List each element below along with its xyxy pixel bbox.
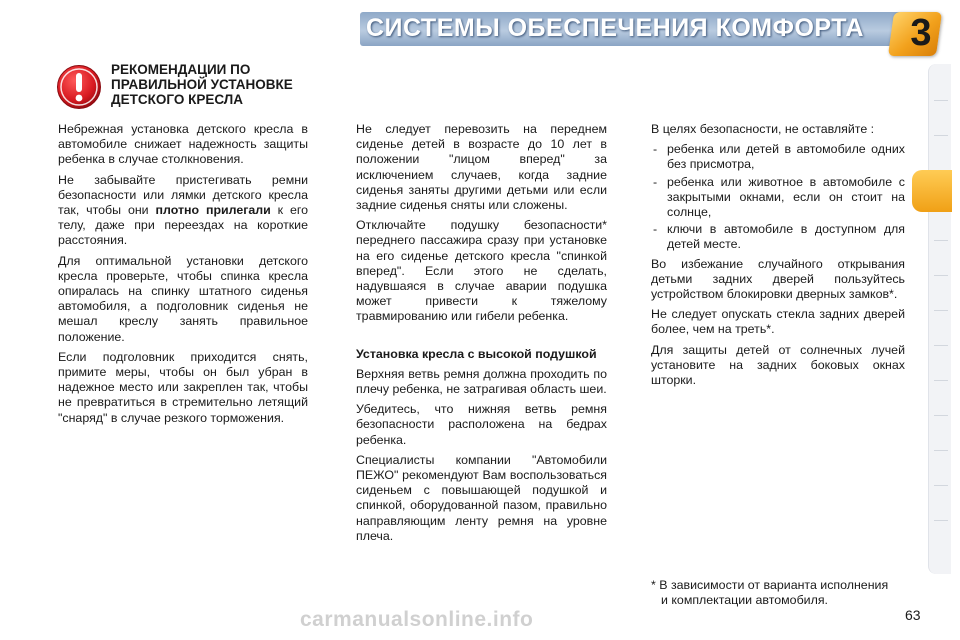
footnote-line: и комплектации автомобиля.: [661, 593, 828, 608]
text-column-3: [651, 122, 905, 393]
paragraph: Небрежная установка детского кресла в автомобиле снижает надежность защиты ребенка в случае столкновения.: [58, 122, 308, 167]
chapter-nav-strip: [928, 64, 951, 574]
emphasis-text: плотно прилегали: [155, 203, 271, 218]
page-header: [0, 0, 960, 54]
chapter-nav-tick: [934, 485, 948, 486]
chapter-nav-tick: [934, 345, 948, 346]
list-item: - ребенка или животное в автомобиле с закрытыми окнами, если он стоит на солнце,: [651, 175, 905, 221]
chapter-nav-tick: [934, 135, 948, 136]
paragraph: Для защиты детей от солнечных лучей установите на задних боковых окнах шторки.: [651, 342, 905, 388]
paragraph: Убедитесь, что нижняя ветвь ремня безопасности расположена на бедрах ребенка.: [356, 402, 607, 447]
chapter-nav-tick: [934, 520, 948, 521]
paragraph: Не следует перевозить на переднем сиденье детей в возрасте до 10 лет в положении "лицом вперед" за исключением случаев, когда задние сиденья заняты другими детьми или если задние сиденья сняты или сложены.: [356, 122, 607, 213]
section-heading-line: ДЕТСКОГО КРЕСЛА: [111, 92, 243, 107]
chapter-nav-tick: [934, 240, 948, 241]
exclamation-warning-icon: [56, 64, 102, 110]
section-heading-line: РЕКОМЕНДАЦИИ ПО: [111, 62, 251, 77]
chapter-nav-tick: [934, 100, 948, 101]
text-column-2: [356, 122, 607, 549]
chapter-nav-tab-active: [912, 170, 952, 212]
subsection-heading: Установка кресла с высокой подушкой: [356, 346, 597, 361]
chapter-nav-tick: [934, 415, 948, 416]
paragraph: Для оптимальной установки детского кресла проверьте, чтобы спинка кресла опиралась на спинку штатного сиденья автомобиля, а подголовник сиденья не мешал креслу занять правильное положение.: [58, 253, 308, 344]
paragraph: Во избежание случайного открывания детьми задних дверей пользуйтесь устройством блокировки дверных замков*.: [651, 256, 905, 302]
paragraph: Верхняя ветвь ремня должна проходить по плечу ребенка, не затрагивая область шеи.: [356, 366, 607, 397]
chapter-nav-tick: [934, 275, 948, 276]
watermark-text: carmanualsonline.info: [300, 608, 534, 631]
paragraph: Специалисты компании "Автомобили ПЕЖО" рекомендуют Вам воспользоваться сиденьем с повышающей подушкой и спинкой, оборудованной пазом, правильно направляющим ленту ремня на уровне плеча.: [356, 452, 607, 543]
chapter-nav-tick: [934, 450, 948, 451]
list-item: - ребенка или детей в автомобиле одних без присмотра,: [651, 142, 905, 172]
section-heading: [111, 62, 331, 107]
page-number: 63: [905, 607, 921, 623]
footnote-line: * В зависимости от варианта исполнения: [651, 578, 889, 592]
paragraph: [58, 173, 308, 249]
chapter-nav-tick: [934, 380, 948, 381]
paragraph: Если подголовник приходится снять, примите меры, чтобы он был убран в надежное место или закреплен так, чтобы не превратиться в стремительно летящий "снаряд" в случае резкого торможения.: [58, 349, 308, 425]
list-item: - ключи в автомобиле в доступном для детей месте.: [651, 222, 905, 252]
chapter-number: 3: [910, 12, 932, 54]
dash-list: [651, 142, 905, 252]
text-column-1: [58, 122, 308, 431]
section-heading-line: ПРАВИЛЬНОЙ УСТАНОВКЕ: [111, 77, 293, 92]
chapter-nav-tick: [934, 310, 948, 311]
paragraph: Отключайте подушку безопасности* переднего пассажира сразу при установке на его сиденье детского кресла "спинкой вперед". Если этого не сделать, надувшаяся в случае аварии подушка может привести к тяжелому травмированию или гибели ребенка.: [356, 218, 607, 324]
paragraph-text: Не забывайте пристегивать ремни безопасности или лямки детского кресла так, чтобы они: [58, 172, 308, 218]
chapter-title: СИСТЕМЫ ОБЕСПЕЧЕНИЯ КОМФОРТА: [365, 14, 864, 42]
paragraph: Не следует опускать стекла задних дверей более, чем на треть*.: [651, 307, 905, 337]
footnote: [651, 578, 905, 608]
paragraph-text: к его телу, даже при переездах на короткие расстояния.: [58, 203, 309, 248]
paragraph: В целях безопасности, не оставляйте :: [651, 122, 875, 136]
